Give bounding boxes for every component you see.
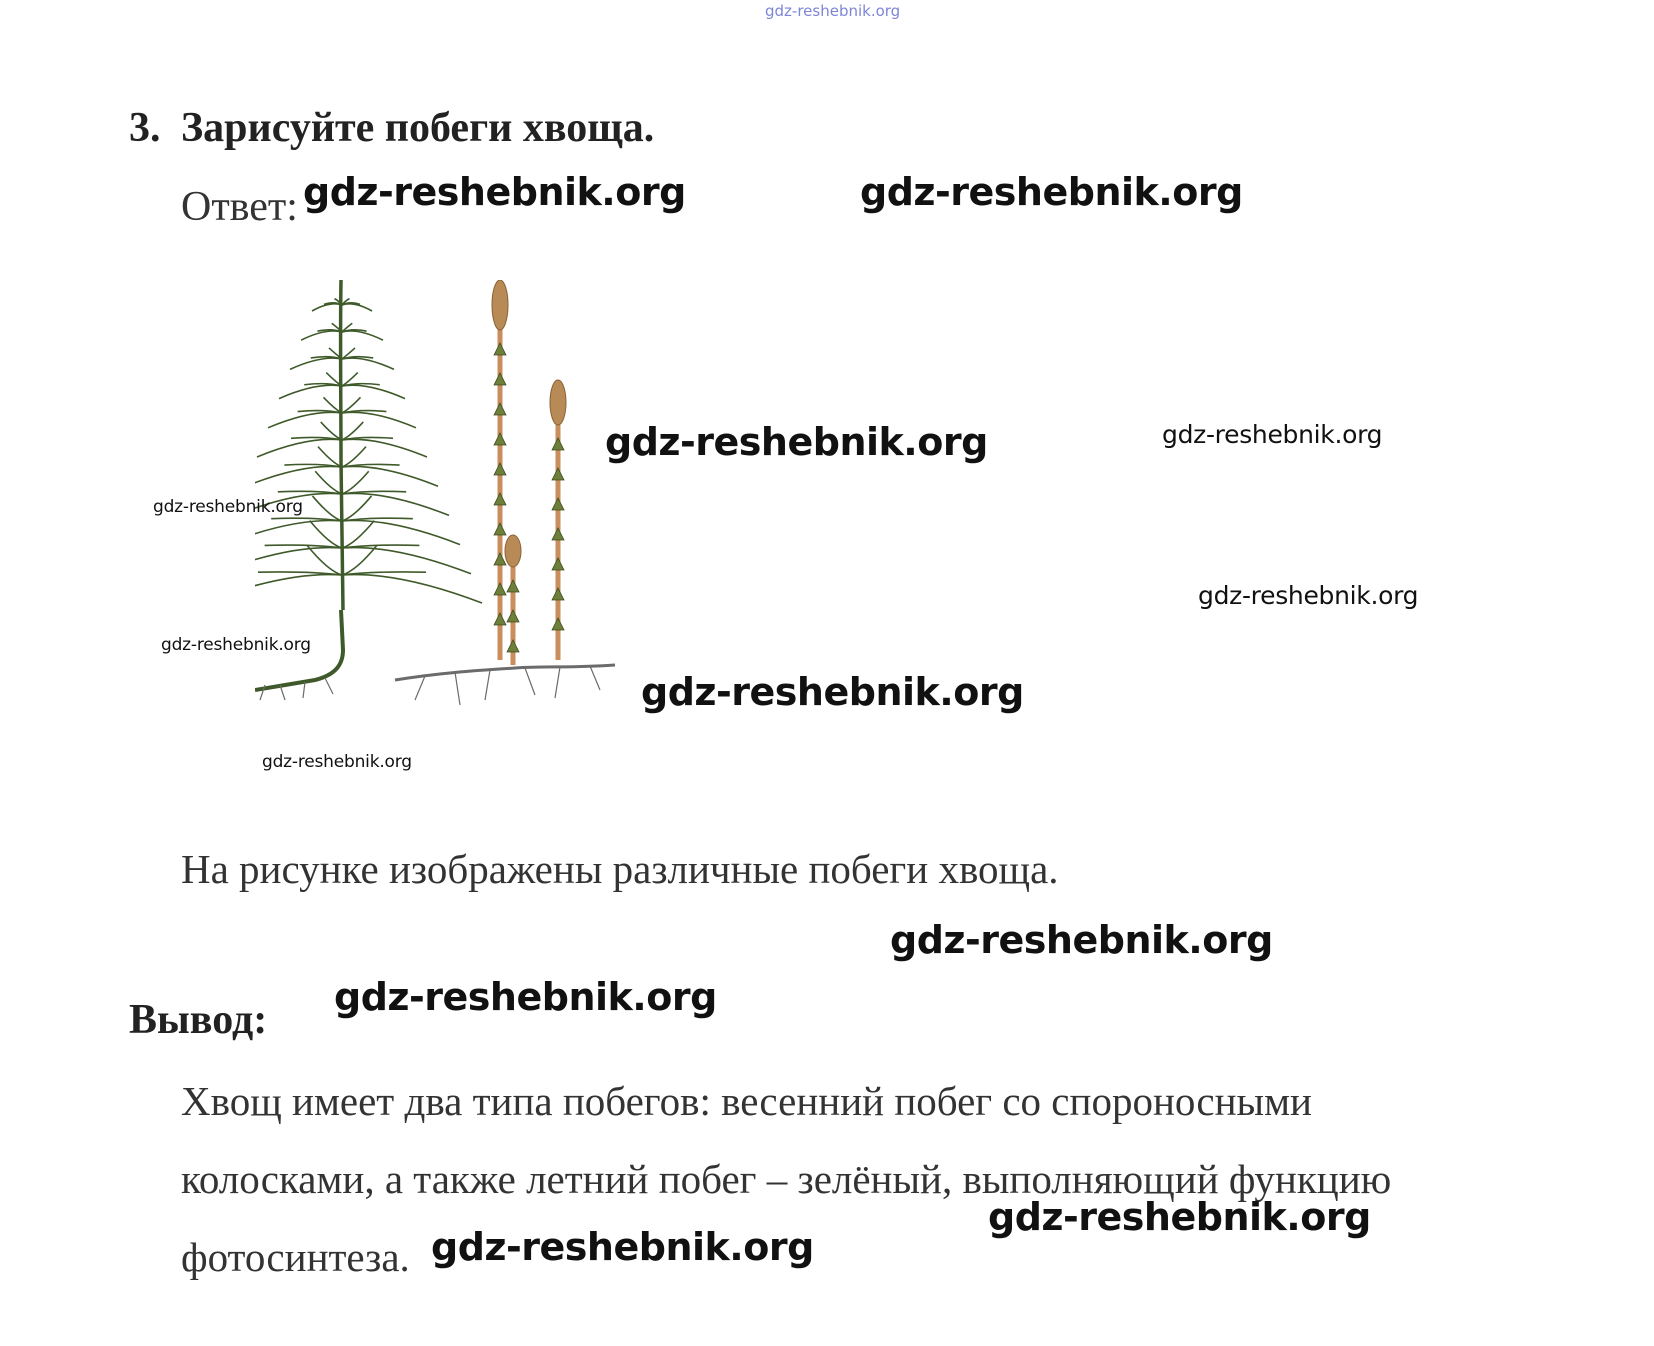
watermark: gdz-reshebnik.org — [303, 170, 686, 214]
stem-sheath — [552, 528, 564, 540]
branch-whorl — [255, 521, 471, 574]
spore-cone — [505, 535, 521, 567]
stem-sheath — [552, 588, 564, 600]
watermark: gdz-reshebnik.org — [431, 1225, 814, 1269]
branch-whorl — [255, 545, 482, 603]
stem-sheath — [494, 373, 506, 385]
spring-shoot — [505, 535, 521, 665]
watermark: gdz-reshebnik.org — [161, 635, 311, 655]
figure-caption: На рисунке изображены различные побеги хвоща. — [181, 846, 1059, 892]
watermark: gdz-reshebnik.org — [262, 752, 412, 772]
conclusion-label: Вывод: — [129, 997, 268, 1043]
conclusion-line-3: фотосинтеза. — [181, 1234, 410, 1280]
watermark: gdz-reshebnik.org — [1198, 581, 1419, 610]
stem-sheath — [552, 468, 564, 480]
spring-shoot — [492, 280, 508, 660]
stem-sheath — [507, 610, 519, 622]
stem-sheath — [494, 523, 506, 535]
stem-sheath — [552, 618, 564, 630]
horsetail-illustration — [255, 280, 615, 760]
answer-label: Ответ: — [181, 184, 298, 230]
stem-sheath — [552, 498, 564, 510]
stem-sheath — [552, 438, 564, 450]
stem-sheath — [507, 580, 519, 592]
spore-cone — [550, 380, 566, 425]
watermark: gdz-reshebnik.org — [334, 975, 717, 1019]
watermark: gdz-reshebnik.org — [988, 1195, 1371, 1239]
spring-shoots — [395, 280, 615, 705]
stem-sheath — [494, 553, 506, 565]
spring-rhizome — [395, 665, 615, 680]
header-watermark: gdz-reshebnik.org — [765, 2, 901, 20]
stem-sheath — [507, 640, 519, 652]
spring-shoot — [550, 380, 566, 660]
watermark: gdz-reshebnik.org — [1162, 420, 1383, 449]
watermark: gdz-reshebnik.org — [641, 670, 1024, 714]
stem-sheath — [494, 613, 506, 625]
watermark: gdz-reshebnik.org — [605, 420, 988, 464]
branch-whorl — [255, 447, 438, 487]
conclusion-line-1: Хвощ имеет два типа побегов: весенний побег со спороносными — [181, 1078, 1312, 1124]
stem-sheath — [494, 463, 506, 475]
task-number: 3. — [129, 105, 161, 151]
spore-cone — [492, 280, 508, 330]
watermark: gdz-reshebnik.org — [890, 918, 1273, 962]
watermark: gdz-reshebnik.org — [860, 170, 1243, 214]
stem-sheath — [494, 433, 506, 445]
stem-sheath — [552, 558, 564, 570]
stem-sheath — [494, 583, 506, 595]
watermark: gdz-reshebnik.org — [153, 497, 303, 517]
task-title: Зарисуйте побеги хвоща. — [181, 105, 655, 151]
stem-sheath — [494, 493, 506, 505]
stem-sheath — [494, 343, 506, 355]
conclusion-line-2: колосками, а также летний побег – зелёный, выполняющий функцию — [181, 1156, 1392, 1202]
stem-sheath — [494, 403, 506, 415]
summer-stem — [341, 280, 343, 610]
spring-roots — [415, 666, 600, 705]
